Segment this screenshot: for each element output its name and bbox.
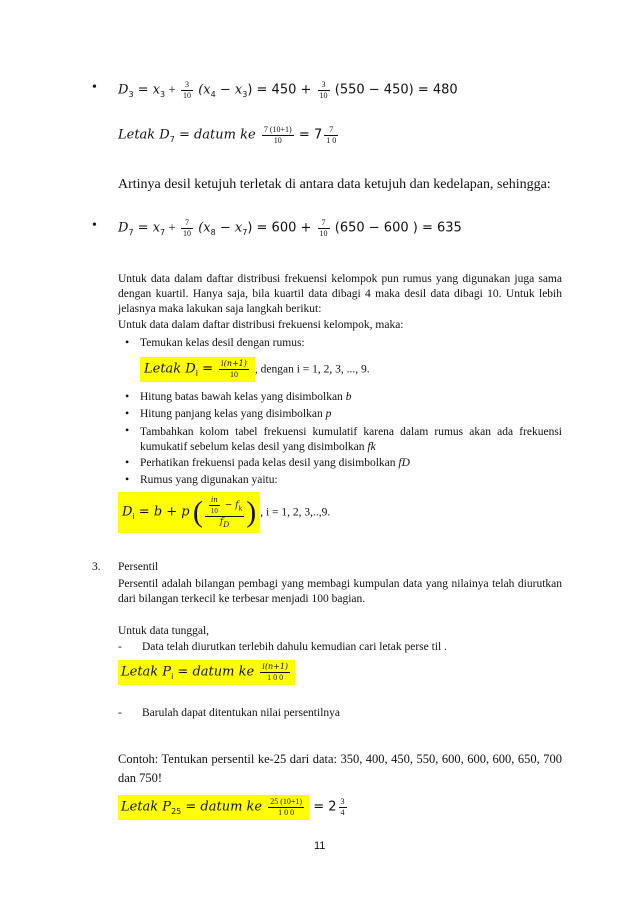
bullet-dot: • [125, 472, 130, 486]
data-tunggal: Untuk data tunggal, [118, 625, 210, 637]
bullet-rumus: Rumus yang digunakan yaitu: [140, 474, 278, 486]
contoh-text: Contoh: Tentukan persentil ke-25 dari data: 350, 400, 450, 550, 600, 600, 600, 650, 700 dan 750! [118, 752, 562, 785]
equation-d3: $D_3 = x_3$ + $\frac{3}{10}$ $(x_4 - x_3) = 450$ + $\frac{3}{10}$ (550 − 450) = 480 [118, 80, 458, 100]
dash-persentil: Barulah dapat ditentukan nilai persentilnya [142, 707, 340, 719]
section-number: 3. [92, 561, 101, 573]
di-formula: $D_i = b + p$ ( $\frac{in}{10}$ − $f_k$ $f_D$ ) , i = 1, 2, 3,..,9. [118, 492, 330, 533]
dash-marker: - [118, 707, 122, 719]
artinya-text: Artinya desil ketujuh terletak di antara data ketujuh dan kedelapan, sehingga: [118, 177, 551, 192]
bullet-tambahkan: Tambahkan kolom tabel frekuensi kumulatif karena dalam rumus akan ada frekuensi kumukatif sebelum kelas desil yang disimbolkan fk [140, 426, 562, 453]
bullet-dot: • [92, 80, 97, 95]
paragraph-distribusi: Untuk data dalam daftar distribusi frekuensi kelompok pun rumus yang digunakan juga sama dengan kuartil. Hanya saja, bila kuartil data dibagi 4 maka desil data dibagi 10. Untuk lebih jelasnya maka lakukan saja langkah berikut: [118, 273, 562, 315]
letak-pi: Letak $P_i$ = datum ke $\frac{i(n+1)}{1 0 0}$ [118, 660, 295, 685]
dash-marker: - [118, 641, 122, 653]
bullet-perhatikan: Perhatikan frekuensi pada kelas desil yang disimbolkan fD [140, 457, 410, 469]
letak-d7: Letak $D_7$ = datum ke $\frac{7 (10+1)}{10}$ = 7 $\frac{7}{1 0}$ [118, 125, 337, 145]
section-title: Persentil [118, 561, 159, 573]
section-text: Persentil adalah bilangan pembagi yang membagi kumpulan data yang nilainya telah diurutkan dari bilangan terkecil ke terbesar menjadi 100 bagian. [118, 578, 562, 605]
bullet-dot: • [125, 423, 130, 437]
dash-urutkan: Data telah diurutkan terlebih dahulu kemudian cari letak perse til . [142, 641, 447, 653]
bullet-dot: • [125, 335, 130, 349]
equation-d7: $D_7 = x_7$ + $\frac{7}{10}$ $(x_8 - x_7) = 600$ + $\frac{7}{10}$ (650 − 600 ) = 635 [118, 218, 462, 238]
bullet-panjang-kelas: Hitung panjang kelas yang disimbolkan p [140, 408, 332, 420]
bullet-dot: • [92, 218, 97, 233]
letak-di-formula: Letak $D_i$ = $\frac{i(n+1)}{10}$ , dengan i = 1, 2, 3, ..., 9. [140, 357, 370, 382]
paragraph-distribusi-2: Untuk data dalam daftar distribusi frekuensi kelompok, maka: [118, 319, 404, 331]
bullet-dot: • [125, 406, 130, 420]
bullet-dot: • [125, 389, 130, 403]
letak-p25: Letak $P_{25}$ = datum ke $\frac{25 (10+1)}{1 0 0}$ = 2 $\frac{3}{4}$ [118, 795, 349, 820]
page-number: 11 [314, 840, 326, 852]
bullet-temukan: Temukan kelas desil dengan rumus: [140, 337, 305, 349]
bullet-dot: • [125, 455, 130, 469]
bullet-batas-bawah: Hitung batas bawah kelas yang disimbolkan b [140, 391, 352, 403]
